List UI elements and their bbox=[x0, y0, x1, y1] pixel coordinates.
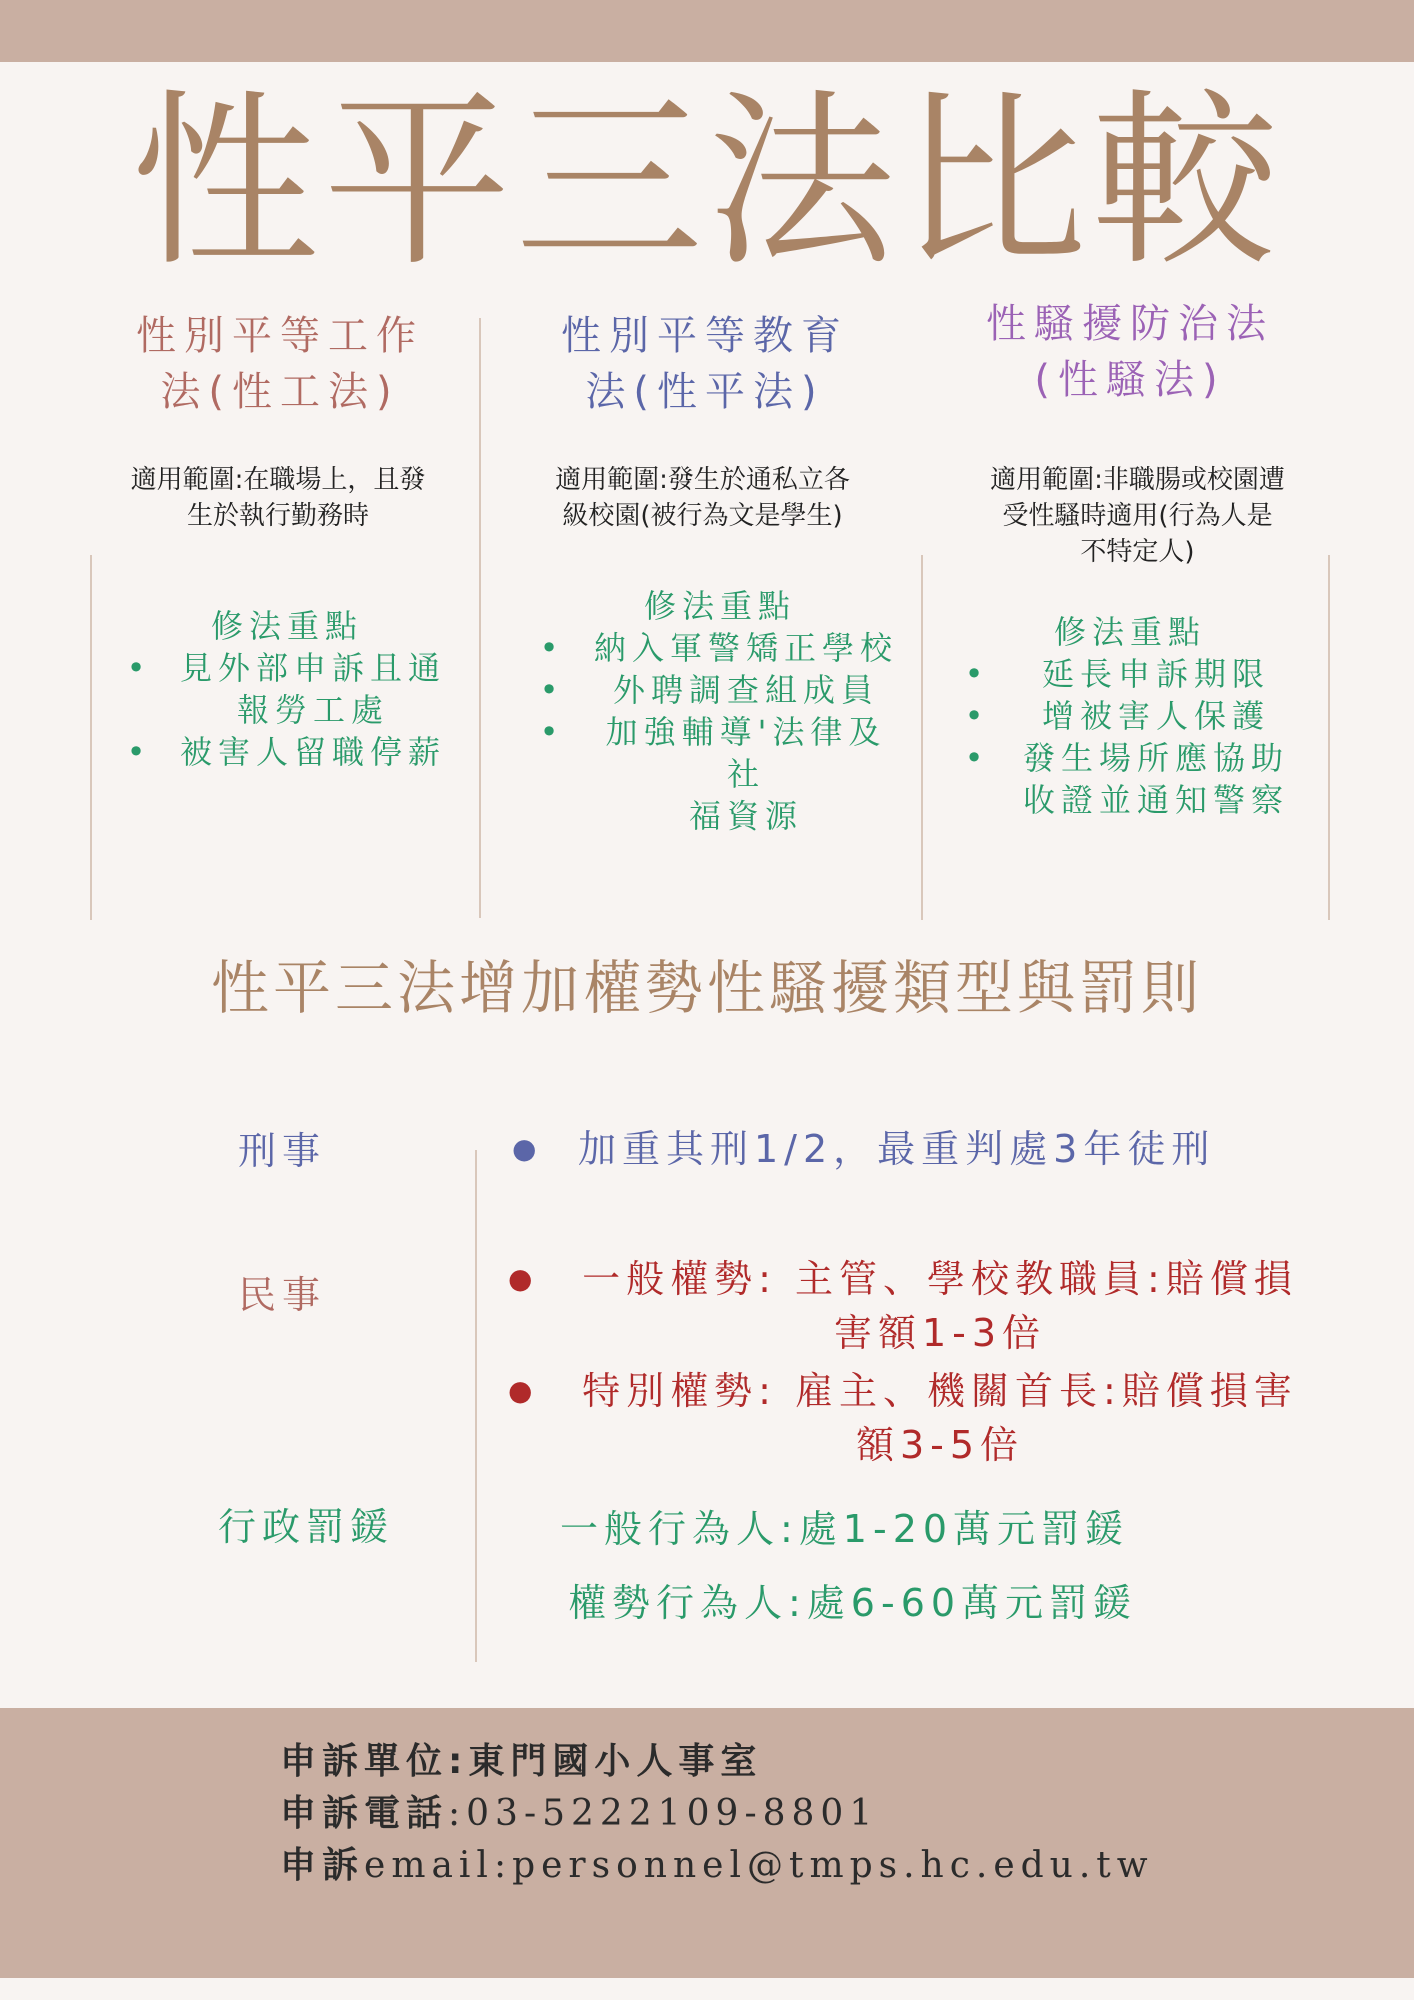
scope-text-work bbox=[98, 462, 458, 534]
penalty-item-admin: 一般行為人:處1-20萬元罰鍰 bbox=[560, 1507, 1130, 1551]
contact-email bbox=[280, 1840, 1154, 1892]
heading-line: 性別平等工作 bbox=[136, 313, 424, 359]
scope-line: 級校園(被行為文是學生) bbox=[562, 501, 843, 531]
divider bbox=[479, 318, 481, 918]
points-heading: 修法重點 bbox=[643, 587, 796, 625]
amendment-points-education bbox=[535, 585, 905, 837]
penalty-item-criminal: 加重其刑1/2，最重判處3年徒刑 bbox=[578, 1127, 1216, 1171]
category-label-admin: 行政罰鍰 bbox=[218, 1505, 395, 1549]
contact-value: :03-5222109-8801 bbox=[448, 1793, 879, 1834]
list-item: • 延長申訴期限 bbox=[960, 653, 1300, 695]
list-item: • 發生場所應協助 收證並通知警察 bbox=[960, 737, 1300, 821]
contact-label: 申訴電話 bbox=[280, 1793, 449, 1834]
points-heading: 修法重點 bbox=[210, 607, 363, 645]
heading-line: 法(性工法) bbox=[160, 369, 400, 415]
scope-line: 生於執行勤務時 bbox=[186, 501, 369, 531]
divider bbox=[1328, 555, 1330, 920]
list-item: • 見外部申訴且通 報勞工處 bbox=[122, 647, 452, 731]
page-title: 性平三法比較 bbox=[131, 73, 1283, 292]
amendment-points-work bbox=[122, 605, 452, 773]
divider bbox=[475, 1150, 477, 1662]
section-title: 性平三法增加權勢性騷擾類型與罰則 bbox=[210, 954, 1203, 1022]
scope-line: 不特定人) bbox=[1080, 537, 1195, 567]
list-item: • 納入軍警矯正學校 bbox=[535, 627, 905, 669]
column-heading-work bbox=[100, 308, 460, 420]
amendment-points-harassment bbox=[960, 611, 1300, 821]
top-band bbox=[0, 0, 1414, 62]
category-label-criminal: 刑事 bbox=[238, 1129, 327, 1173]
contact-unit bbox=[280, 1736, 762, 1788]
penalty-item-admin: 權勢行為人:處6-60萬元罰鍰 bbox=[568, 1581, 1138, 1625]
bullet-icon: ● bbox=[508, 1262, 533, 1295]
penalty-item-civil: 一般權勢: 主管、學校教職員:賠償損 害額1-3倍 bbox=[582, 1257, 1298, 1355]
scope-text-education bbox=[515, 462, 890, 534]
scope-line: 受性騷時適用(行為人是 bbox=[1002, 501, 1273, 531]
list-item: • 外聘調查組成員 bbox=[535, 669, 905, 711]
divider bbox=[921, 555, 923, 920]
bullet-icon: ● bbox=[508, 1374, 533, 1407]
list-item: • 增被害人保護 bbox=[960, 695, 1300, 737]
heading-line: 法(性平法) bbox=[585, 369, 825, 415]
contact-phone bbox=[280, 1788, 878, 1840]
list-item: • 加強輔導'法律及社 福資源 bbox=[535, 711, 905, 837]
contact-value: :東門國小人事室 bbox=[448, 1741, 763, 1782]
scope-line: 適用範圍:發生於通私立各 bbox=[555, 465, 850, 495]
contact-label: 申訴 bbox=[280, 1845, 365, 1886]
email-link[interactable]: email:personnel@tmps.hc.edu.tw bbox=[364, 1845, 1154, 1886]
heading-line: 性騷擾防治法 bbox=[986, 301, 1274, 347]
scope-line: 適用範圍:在職場上，且發 bbox=[130, 465, 426, 495]
divider bbox=[90, 555, 92, 920]
points-heading: 修法重點 bbox=[1053, 613, 1206, 651]
scope-line: 適用範圍:非職腸或校園遭 bbox=[990, 465, 1285, 495]
contact-label: 申訴單位 bbox=[280, 1741, 449, 1782]
column-heading-harassment bbox=[940, 296, 1320, 408]
list-item: • 被害人留職停薪 bbox=[122, 731, 452, 773]
category-label-civil: 民事 bbox=[238, 1273, 327, 1317]
column-heading-education bbox=[505, 308, 905, 420]
penalty-item-civil: 特別權勢: 雇主、機關首長:賠償損害 額3-5倍 bbox=[582, 1369, 1298, 1467]
heading-line: (性騷法) bbox=[1034, 357, 1226, 403]
heading-line: 性別平等教育 bbox=[561, 313, 849, 359]
bullet-icon: ● bbox=[512, 1132, 537, 1165]
scope-text-harassment bbox=[950, 462, 1325, 570]
